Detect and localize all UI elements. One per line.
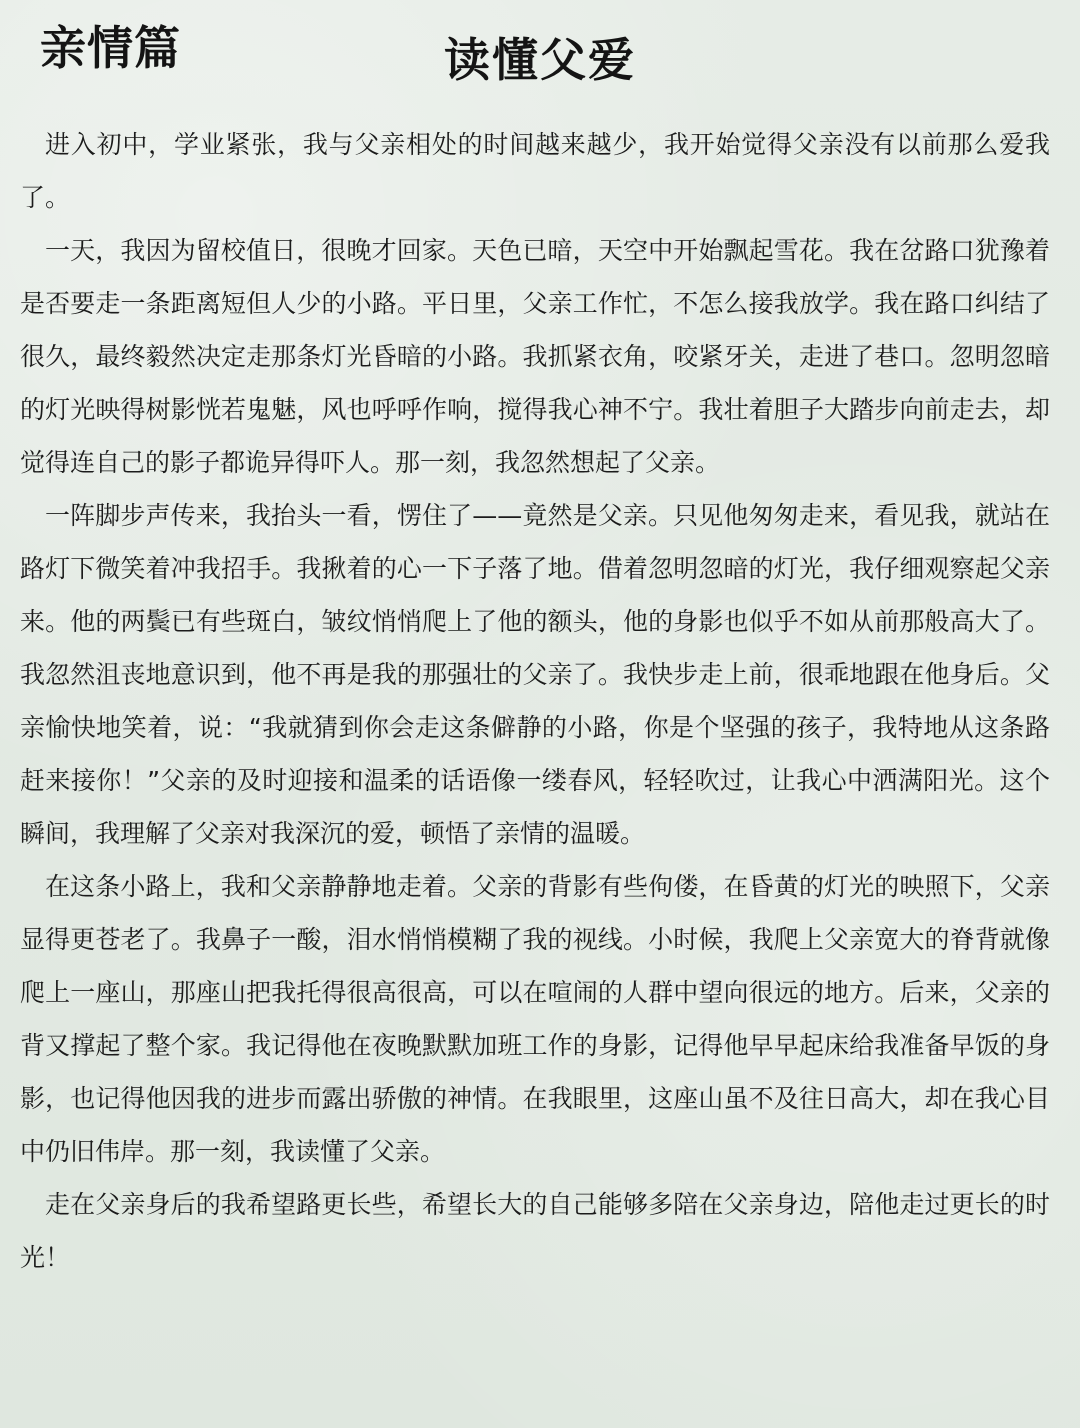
paragraph-4: 在这条小路上，我和父亲静静地走着。父亲的背影有些佝偻，在昏黄的灯光的映照下，父亲显得更苍老了。我鼻子一酸，泪水悄悄模糊了我的视线。小时候，我爬上父亲宽大的脊背就像爬上一座山，那座山把我托得很高很高，可以在喧闹的人群中望向很远的地方。后来，父亲的背又撑起了整个家。我记得他在夜晚默默加班工作的身影，记得他早早起床给我准备早饭的身影，也记得他因我的进步而露出骄傲的神情。在我眼里，这座山虽不及往日高大，却在我心目中仍旧伟岸。那一刻，我读懂了父亲。 [20, 872, 1050, 1166]
paragraph-5: 走在父亲身后的我希望路更长些，希望长大的自己能够多陪在父亲身边，陪他走过更长的时光！ [20, 1190, 1050, 1272]
essay-title: 读懂父爱 [444, 33, 636, 87]
essay-body [20, 118, 1050, 1284]
paragraph-2: 一天，我因为留校值日，很晚才回家。天色已暗，天空中开始飘起雪花。我在岔路口犹豫着是否要走一条距离短但人少的小路。平日里，父亲工作忙，不怎么接我放学。我在路口纠结了很久，最终毅然决定走那条灯光昏暗的小路。我抓紧衣角，咬紧牙关，走进了巷口。忽明忽暗的灯光映得树影恍若鬼魅，风也呼呼作响，搅得我心神不宁。我壮着胆子大踏步向前走去，却觉得连自己的影子都诡异得吓人。那一刻，我忽然想起了父亲。 [20, 236, 1050, 477]
category-label: 亲情篇 [40, 21, 181, 75]
paragraph-3: 一阵脚步声传来，我抬头一看，愣住了——竟然是父亲。只见他匆匆走来，看见我，就站在路灯下微笑着冲我招手。我揪着的心一下子落了地。借着忽明忽暗的灯光，我仔细观察起父亲来。他的两鬓已有些斑白，皱纹悄悄爬上了他的额头，他的身影也似乎不如从前那般高大了。我忽然沮丧地意识到，他不再是我的那强壮的父亲了。我快步走上前，很乖地跟在他身后。父亲愉快地笑着，说：“我就猜到你会走这条僻静的小路，你是个坚强的孩子，我特地从这条路赶来接你！”父亲的及时迎接和温柔的话语像一缕春风，轻轻吹过，让我心中洒满阳光。这个瞬间，我理解了父亲对我深沉的爱，顿悟了亲情的温暖。 [20, 501, 1050, 848]
paragraph-1: 进入初中，学业紧张，我与父亲相处的时间越来越少，我开始觉得父亲没有以前那么爱我了。 [20, 130, 1050, 212]
